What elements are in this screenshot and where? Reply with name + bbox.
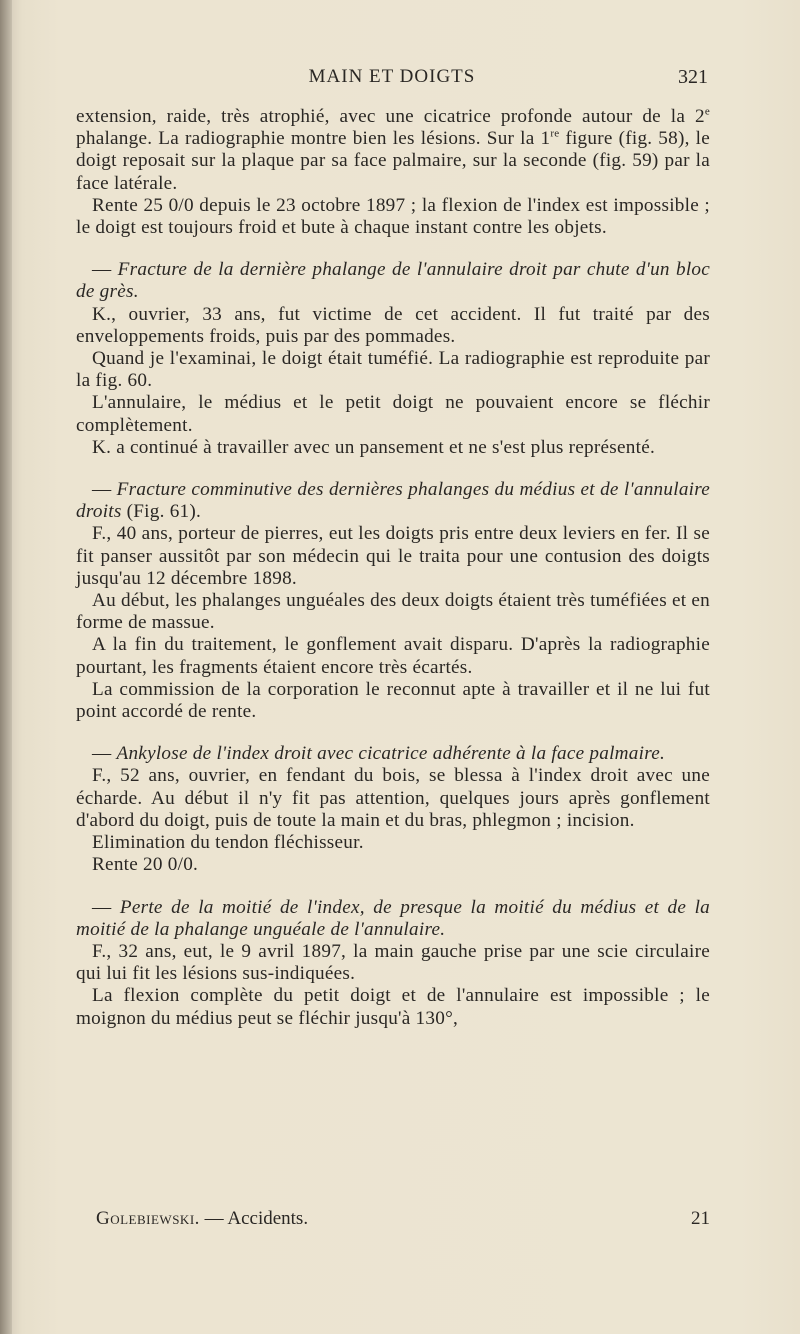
footer-signature: 21 [691,1208,710,1229]
paragraph: F., 40 ans, porteur de pierres, eut les doigts pris entre deux leviers en fer. Il se fit panser aussitôt par son médecin qui le traita pour une contusion des doigts jusqu'au 12 décembre 1898. [76,523,710,589]
page-header [76,66,708,92]
paragraph: L'annulaire, le médius et le petit doigt ne pouvaient encore se fléchir complètement. [76,392,710,436]
case-heading: — Perte de la moitié de l'index, de presque la moitié du médius et de la moitié de la phalange unguéale de l'annulaire. [76,896,710,940]
paragraph: F., 52 ans, ouvrier, en fendant du bois, se blessa à l'index droit avec une écharde. Au début il n'y fit pas attention, quelques jours après gonflement d'abord du doigt, puis de toute la main et du bras, phlegmon ; incision. [76,765,710,831]
paragraph: F., 32 ans, eut, le 9 avril 1897, la main gauche prise par une scie circulaire qui lui fit les lésions sus-indiquées. [76,940,710,985]
paragraph: K. a continué à travailler avec un pansement et ne s'est plus représenté. [92,436,656,458]
paragraph: K., ouvrier, 33 ans, fut victime de cet accident. Il fut traité par des enveloppements froids, puis par des pommades. [76,303,710,347]
paragraph: Rente 20 0/0. [92,854,199,876]
paragraph-continuation: extension, raide, très atrophié, avec une cicatrice profonde autour de la 2e phalange. La radiographie montre bien les lésions. Sur la 1re figure (fig. 58), le doigt reposait sur la plaque par sa face palmaire, sur la seconde (fig. 59) par la face latérale. [76,105,710,194]
paragraph: A la fin du traitement, le gonflement avait disparu. D'après la radiographie pourtant, les fragments étaient encore très écartés. [76,634,710,678]
footer-work: — Accidents. [204,1208,309,1229]
footer-author: Golebiewski. [96,1208,200,1229]
paragraph: Elimination du tendon fléchisseur. [92,832,364,854]
case-heading: — Ankylose de l'index droit avec cicatrice adhérente à la face palmaire. [92,743,666,765]
case-heading: — Fracture de la dernière phalange de l'annulaire droit par chute d'un bloc de grès. [76,259,711,303]
paragraph: Au début, les phalanges unguéales des deux doigts étaient très tuméfiées et en forme de massue. [76,590,710,634]
paragraph: Rente 25 0/0 depuis le 23 octobre 1897 ; la flexion de l'index est impossible ; le doigt est toujours froid et bute à chaque instant contre les objets. [76,194,710,239]
paragraph: La commission de la corporation le reconnut apte à travailler et il ne lui fut point accordé de rente. [76,678,710,723]
page-footer [96,1208,710,1234]
body-text [76,106,710,1030]
page-spine-shadow [0,0,12,1334]
running-title: MAIN ET DOIGTS [308,66,476,87]
page-number: 321 [678,66,708,88]
case-heading: — Fracture comminutive des dernières phalanges du médius et de l'annulaire droits (Fig. 61). [76,479,711,523]
paragraph: Quand je l'examinai, le doigt était tuméfié. La radiographie est reproduite par la fig. 60. [76,348,710,392]
paragraph: La flexion complète du petit doigt et de l'annulaire est impossible ; le moignon du médius peut se fléchir jusqu'à 130°, [76,985,710,1029]
